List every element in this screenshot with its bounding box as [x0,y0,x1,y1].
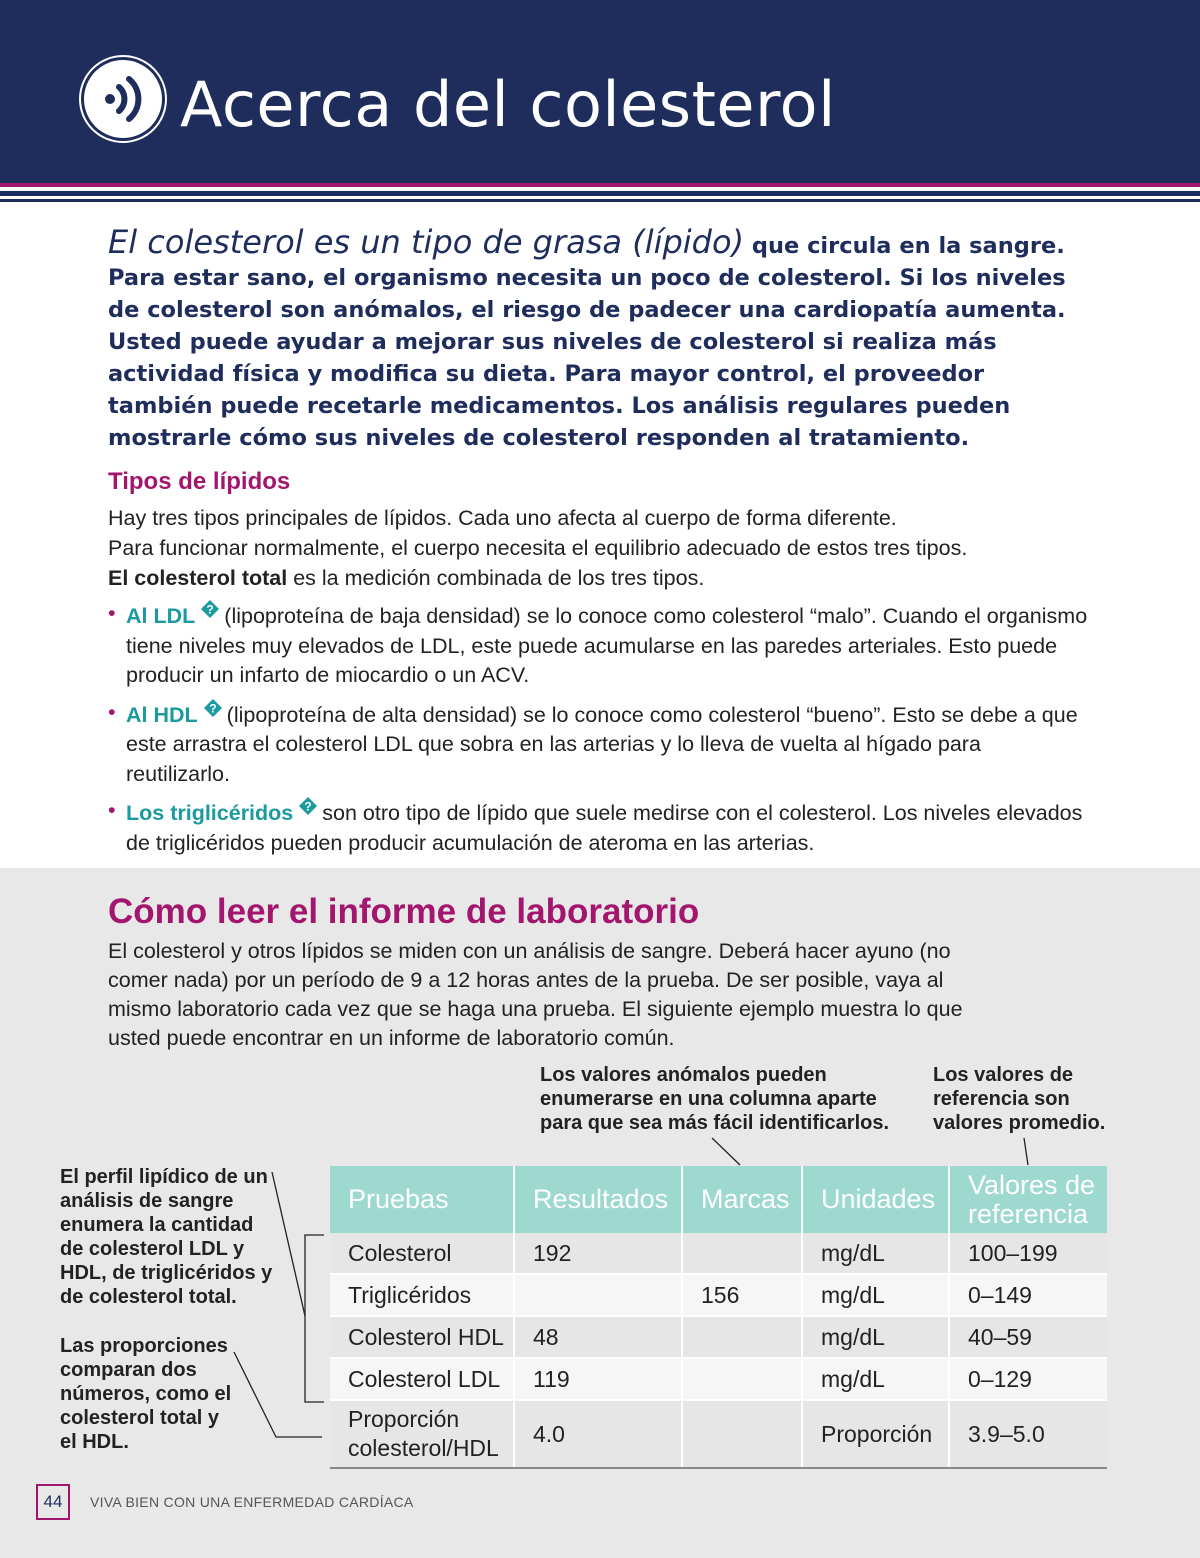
table-cell: 192 [514,1233,682,1274]
intro-lead: El colesterol es un tipo de grasa (lípido) [108,223,745,261]
table-cell: mg/dL [802,1358,949,1400]
table-cell: 119 [514,1358,682,1400]
table-cell: 3.9–5.0 [949,1400,1107,1468]
table-cell [682,1316,802,1358]
lab-report-intro: El colesterol y otros lípidos se miden con un análisis de sangre. Deberá hacer ayuno (no comer nada) por un período de 9 a 12 horas antes de la prueba. De ser posible, vaya al mismo laboratorio cada vez que se haga una prueba. El siguiente ejemplo muestra lo que usted puede encontrar en un informe de laboratorio común. [108,939,963,1050]
bullet-icon: • [108,601,116,625]
table-cell [682,1233,802,1274]
bullet-text: son otro tipo de lípido que suele medirse con el colesterol. Los niveles elevados de triglicéridos pueden producir acumulación de ateroma en las arterias. [126,801,1083,855]
table-cell: 0–149 [949,1274,1107,1316]
page-number: 44 [36,1484,70,1520]
table-cell: 156 [682,1274,802,1316]
glossary-term-triglycerides[interactable]: Los triglicéridos [126,801,294,825]
table-row [330,1400,1107,1468]
table-row [330,1233,1107,1274]
column-header: Resultados [514,1166,682,1233]
table-cell [682,1400,802,1468]
table-cell: mg/dL [802,1233,949,1274]
table-cell: Colesterol LDL [330,1358,514,1400]
footer-title: VIVA BIEN CON UNA ENFERMEDAD CARDÍACA [90,1494,414,1510]
bullet-text: (lipoproteína de baja densidad) se lo conoce como colesterol “malo”. Cuando el organismo tiene niveles muy elevados de LDL, este puede acumularse en las paredes arteriales. Esto puede producir un infarto de miocardio o un ACV. [126,604,1088,687]
table-cell [514,1274,682,1316]
column-header: Pruebas [330,1166,514,1233]
table-cell: mg/dL [802,1316,949,1358]
table-header-row [330,1166,1107,1233]
bullet-text: (lipoproteína de alta densidad) se lo conoce como colesterol “bueno”. Esto se debe a que este arrastra el colesterol LDL que sobra en las arterias y lo lleva de vuelta al hígado para reutilizarlo. [126,702,1078,786]
paragraph-line: Hay tres tipos principales de lípidos. Cada uno afecta al cuerpo de forma diferente. [108,506,897,530]
note-ratios: Las proporciones comparan dos números, como el colesterol total y el HDL. [60,1335,232,1453]
table-cell [682,1358,802,1400]
svg-text:?: ? [206,602,214,617]
paragraph-line: es la medición combinada de los tres tipos. [287,566,705,590]
table-cell: 0–129 [949,1358,1107,1400]
bullet-icon: • [108,798,116,822]
column-header: Valores de referencia [949,1166,1107,1233]
table-cell: Triglicéridos [330,1274,514,1316]
column-header: Unidades [802,1166,949,1233]
table-cell: 40–59 [949,1316,1107,1358]
paragraph-line: Para funcionar normalmente, el cuerpo necesita el equilibrio adecuado de estos tres tipos. [108,536,968,560]
page-title: Acerca del colesterol [180,68,836,141]
intro-body: que circula en la sangre. Para estar sano, el organismo necesita un poco de colesterol. Si los niveles de colesterol son anómalos, el riesgo de padecer una cardiopatía aumenta. Usted puede ayudar a mejorar sus niveles de colesterol si realiza más actividad física y modifica su dieta. Para mayor control, el proveedor también puede recetarle medicamentos. Los análisis regulares pueden mostrarle cómo sus niveles de colesterol responden al tratamiento. [108,233,1066,451]
lab-report-table [330,1166,1107,1469]
table-cell: 48 [514,1316,682,1358]
column-header: Marcas [682,1166,802,1233]
table-cell: 4.0 [514,1400,682,1468]
total-cholesterol-term: El colesterol total [108,566,288,590]
table-row [330,1316,1107,1358]
table-cell: mg/dL [802,1274,949,1316]
glossary-term-ldl[interactable]: Al LDL [126,604,196,628]
table-cell: Proporción colesterol/HDL [330,1400,514,1468]
table-cell: 100–199 [949,1233,1107,1274]
note-reference-values: Los valores de referencia son valores promedio. [933,1064,1106,1134]
table-cell: Colesterol HDL [330,1316,514,1358]
table-cell: Colesterol [330,1233,514,1274]
table-cell: Proporción [802,1400,949,1468]
svg-text:?: ? [304,799,312,814]
section-heading-lab-report: Cómo leer el informe de laboratorio [108,892,700,931]
glossary-term-hdl[interactable]: Al HDL [126,702,198,727]
bullet-icon: • [108,699,116,724]
table-row [330,1358,1107,1400]
table-row [330,1274,1107,1316]
note-lipid-profile: El perfil lipídico de un análisis de sangre enumera la cantidad de colesterol LDL y HDL, de triglicéridos y de colesterol total. [60,1166,273,1308]
svg-text:?: ? [209,701,217,715]
note-flags-column: Los valores anómalos pueden enumerarse en una columna aparte para que sea más fácil identificarlos. [540,1064,890,1134]
section-heading-lipid-types: Tipos de lípidos [108,468,291,495]
